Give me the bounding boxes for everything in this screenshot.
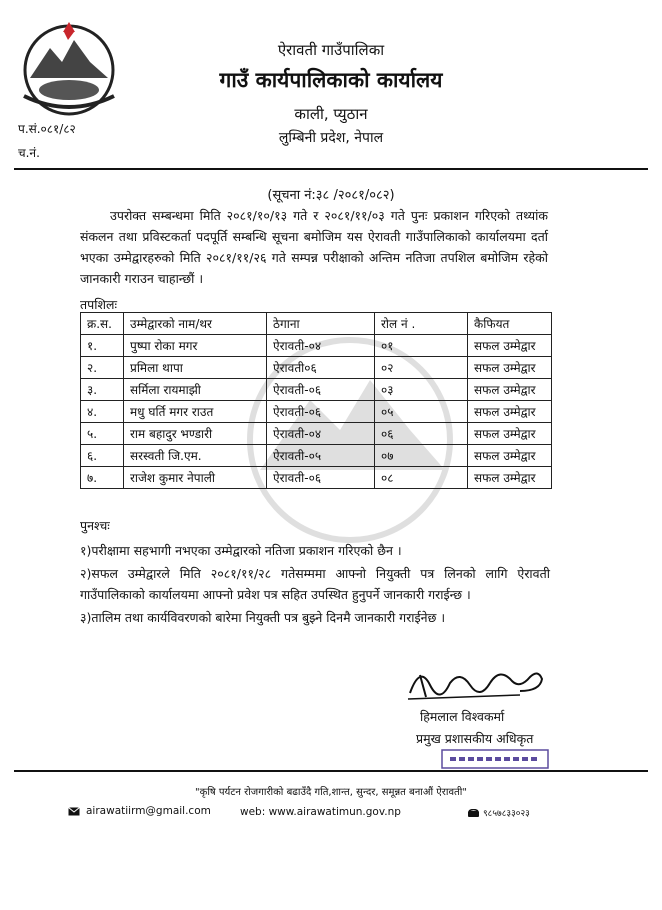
header-name: उम्मेद्वारको नाम/थर: [124, 313, 267, 335]
note-item: २)सफल उम्मेद्वारले मिति २०८१/११/२८ गतेसम्ममा आफ्नो नियुक्ती पत्र लिनको लागि ऐरावती गाउँपालिकाको कार्यालयमा आफ्नो प्रवेश पत्र सहित उपस्थित हुनुपर्ने जानकारी गराईन्छ ।: [80, 566, 550, 602]
province-name: लुम्बिनी प्रदेश, नेपाल: [278, 130, 384, 146]
cell-roll: ०७: [375, 445, 468, 467]
header-address: ठेगाना: [267, 313, 375, 335]
footer-slogan: "कृषि पर्यटन रोजगारीको बढाउँदै गति,शान्त, सुन्दर, समून्नत बनाऔं ऐरावती": [195, 787, 467, 798]
table-row: [81, 467, 552, 489]
cell-roll: ०८: [375, 467, 468, 489]
table-row: [81, 335, 552, 357]
cell-address: ऐरावती-०४: [267, 335, 375, 357]
header-remarks: कैफियत: [468, 313, 552, 335]
cell-serial: ७.: [81, 467, 124, 489]
notice-number: (सूचना नं:३८ /२०८१/०८२): [267, 188, 395, 203]
cell-roll: ०५: [375, 401, 468, 423]
table-row: [81, 401, 552, 423]
cell-serial: ३.: [81, 379, 124, 401]
reference-number: प.सं.०८१/८२: [18, 122, 76, 136]
email-icon: [68, 807, 80, 816]
cell-remarks: सफल उम्मेद्वार: [468, 379, 552, 401]
cell-name: सर्मिला रायमाझी: [124, 379, 267, 401]
cell-roll: ०३: [375, 379, 468, 401]
official-stamp: [440, 748, 550, 770]
footer-website[interactable]: web: www.airawatimun.gov.np: [240, 806, 401, 818]
cell-address: ऐरावती-०६: [267, 401, 375, 423]
cell-remarks: सफल उम्मेद्वार: [468, 423, 552, 445]
cell-serial: ४.: [81, 401, 124, 423]
cell-name: सरस्वती जि.एम.: [124, 445, 267, 467]
office-location: काली, प्युठान: [294, 105, 368, 123]
signatory-title: प्रमुख प्रशासकीय अधिकृत: [416, 731, 534, 746]
table-row: [81, 379, 552, 401]
table-row: [81, 357, 552, 379]
dispatch-number: च.नं.: [18, 146, 40, 160]
cell-remarks: सफल उम्मेद्वार: [468, 357, 552, 379]
cell-name: पुष्पा रोका मगर: [124, 335, 267, 357]
cell-serial: २.: [81, 357, 124, 379]
signatory-name: हिमलाल विश्वकर्मा: [420, 709, 505, 724]
cell-name: मधु घर्ति मगर राउत: [124, 401, 267, 423]
cell-address: ऐरावती-०६: [267, 379, 375, 401]
cell-address: ऐरावती-०६: [267, 467, 375, 489]
cell-address: ऐरावती-०५: [267, 445, 375, 467]
cell-remarks: सफल उम्मेद्वार: [468, 401, 552, 423]
email-address[interactable]: airawatiirm@gmail.com: [86, 805, 211, 817]
header-roll: रोल नं .: [375, 313, 468, 335]
cell-name: राम बहादुर भण्डारी: [124, 423, 267, 445]
phone-icon: [468, 809, 479, 817]
table-row: [81, 423, 552, 445]
signature: [400, 655, 550, 705]
details-label: तपशिलः: [80, 297, 117, 312]
footer-phone: [468, 806, 530, 819]
postscript-notes: [80, 540, 550, 630]
cell-address: ऐरावती०६: [267, 357, 375, 379]
footer-email: [68, 805, 211, 817]
table-header-row: [81, 313, 552, 335]
note-item: ३)तालिम तथा कार्यविवरणको बारेमा नियुक्ती पत्र बुझ्ने दिनमै जानकारी गराईनेछ ।: [80, 610, 446, 625]
office-title: गाउँ कार्यपालिकाको कार्यालय: [219, 68, 443, 92]
footer-divider: [14, 770, 648, 772]
note-item: १)परीक्षामा सहभागी नभएका उम्मेद्वारको नतिजा प्रकाशन गरिएको छैन ।: [80, 543, 402, 558]
header-divider: [14, 168, 648, 170]
phone-number: ९८५७८३३०२३: [483, 809, 530, 819]
municipality-name: ऐरावती गाउँपालिका: [277, 41, 385, 59]
cell-serial: ५.: [81, 423, 124, 445]
cell-remarks: सफल उम्मेद्वार: [468, 335, 552, 357]
cell-name: राजेश कुमार नेपाली: [124, 467, 267, 489]
table-row: [81, 445, 552, 467]
cell-roll: ०१: [375, 335, 468, 357]
notice-body: [80, 205, 548, 289]
cell-roll: ०६: [375, 423, 468, 445]
cell-serial: ६.: [81, 445, 124, 467]
cell-serial: १.: [81, 335, 124, 357]
cell-name: प्रमिला थापा: [124, 357, 267, 379]
results-table: [80, 312, 552, 489]
cell-remarks: सफल उम्मेद्वार: [468, 445, 552, 467]
cell-remarks: सफल उम्मेद्वार: [468, 467, 552, 489]
notice-body-text: उपरोक्त सम्बन्धमा मिति २०८१/१०/१३ गते र २०८१/११/०३ गते पुनः प्रकाशन गरिएको तथ्यांक संकलन तथा प्रविस्टकर्ता पदपूर्ति सम्बन्धि सूचना बमोजिम यस ऐरावती गाउँपालिकाको कार्यालयमा दर्ता भएका उम्मेद्वारहरुको मिति २०८१/११/२६ गते सम्पन्न परीक्षाको अन्तिम नतिजा तपशिल बमोजिम रहेको जानकारी गराउन चाहान्छौं ।: [80, 208, 548, 286]
postscript-label: पुनश्चः: [80, 518, 110, 533]
cell-roll: ०२: [375, 357, 468, 379]
cell-address: ऐरावती-०४: [267, 423, 375, 445]
header-serial: क्र.स.: [81, 313, 124, 335]
